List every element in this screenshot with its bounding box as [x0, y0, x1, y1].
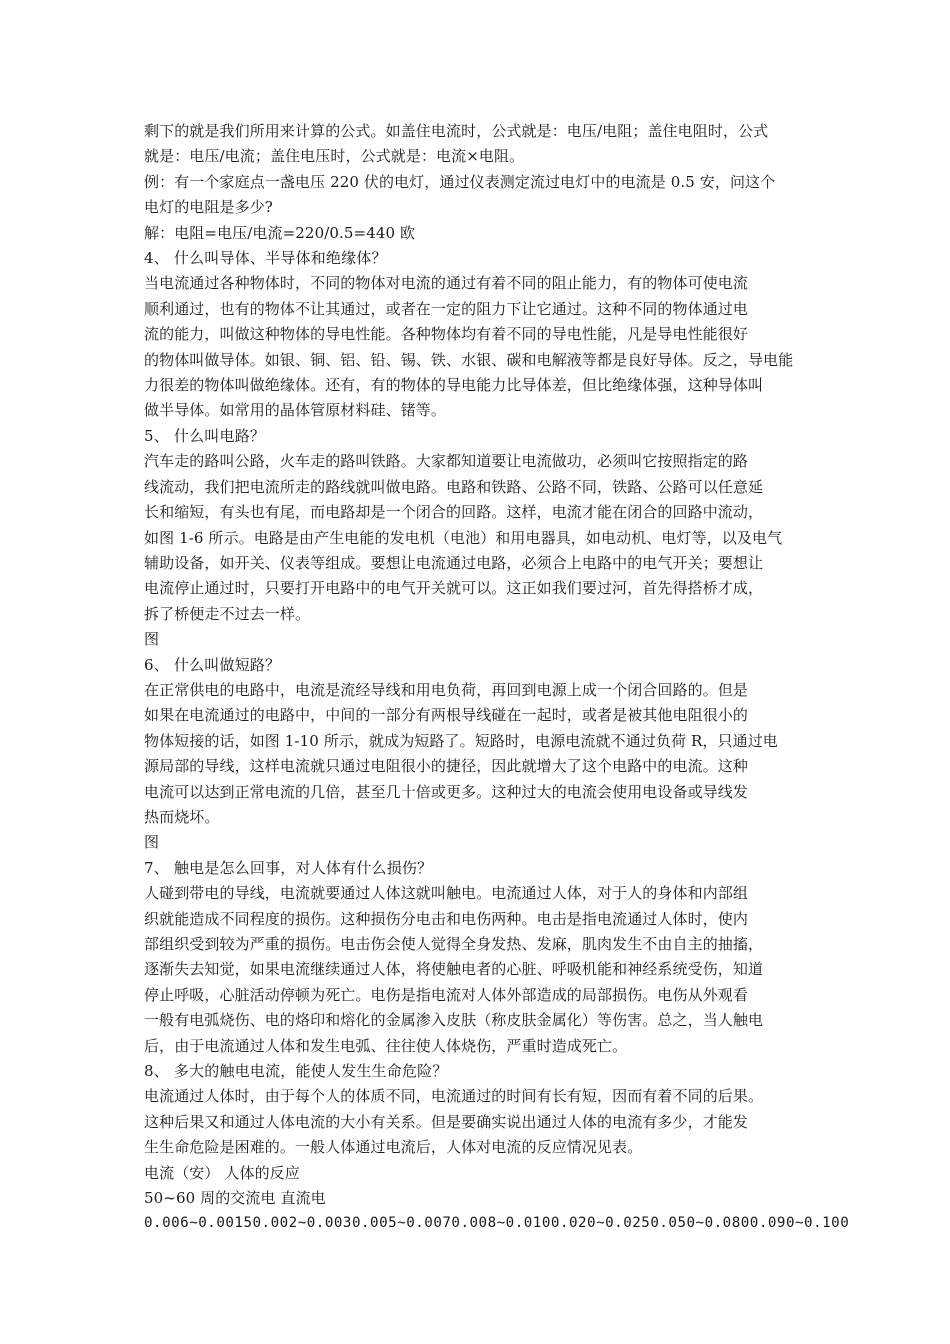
text-line: 力很差的物体叫做绝缘体。还有，有的物体的导电能力比导体差，但比绝缘体强，这种导体叫	[144, 376, 764, 395]
text-line: 汽车走的路叫公路，火车走的路叫铁路。大家都知道要让电流做功，必须叫它按照指定的路	[144, 452, 749, 471]
section-heading: 7、 触电是怎么回事，对人体有什么损伤？	[144, 858, 433, 877]
text-line: 线流动，我们把电流所走的路线就叫做电路。电路和铁路、公路不同，铁路、公路可以任意延	[144, 477, 764, 496]
text-line: 做半导体。如常用的晶体管原材料硅、锗等。	[144, 401, 447, 420]
text-line: 人碰到带电的导线，电流就要通过人体这就叫触电。电流通过人体，对于人的身体和内部组	[144, 884, 749, 903]
text-line: 电灯的电阻是多少?	[144, 198, 273, 217]
text-line: 电流停止通过时，只要打开电路中的电气开关就可以。这正如我们要过河，首先得搭桥才成，	[144, 579, 764, 598]
text-line: 解：电阻=电压/电流=220/0.5=440 欧	[144, 223, 416, 242]
document-page	[144, 119, 850, 1237]
text-line: 部组织受到较为严重的损伤。电击伤会使人觉得全身发热、发麻，肌肉发生不由自主的抽搐，	[144, 935, 764, 953]
text-line: 热而烧坏。	[144, 807, 220, 826]
text-line: 电流可以达到正常电流的几倍，甚至几十倍或更多。这种过大的电流会使用电设备或导线发	[144, 782, 749, 801]
text-line: 剩下的就是我们所用来计算的公式。如盖住电流时，公式就是：电压/电阻；盖住电阻时，公式	[144, 122, 769, 140]
text-line: 就是：电压/电流；盖住电压时，公式就是：电流×电阻。	[144, 147, 525, 166]
text-line: 一般有电弧烧伤、电的烙印和熔化的金属渗入皮肤（称皮肤金属化）等伤害。总之，当人触电	[144, 1011, 764, 1030]
text-line: 流的能力，叫做这种物体的导电性能。各种物体均有着不同的导电性能，凡是导电性能很好	[144, 325, 749, 344]
section-heading: 4、 什么叫导体、半导体和绝缘体？	[144, 249, 387, 268]
text-line: 停止呼吸，心脏活动停顿为死亡。电伤是指电流对人体外部造成的局部损伤。电伤从外观看	[144, 985, 749, 1004]
text-line: 顺利通过，也有的物体不让其通过，或者在一定的阻力下让它通过。这种不同的物体通过电	[144, 299, 749, 318]
text-line: 源局部的导线，这样电流就只通过电阻很小的捷径，因此就增大了这个电路中的电流。这种	[144, 757, 749, 776]
table-values-row: 0.006~0.00150.002~0.0030.005~0.0070.008~0.0100.020~0.0250.050~0.0800.090~0.100	[144, 1215, 850, 1232]
text-line: 当电流通过各种物体时，不同的物体对电流的通过有着不同的阻止能力，有的物体可使电流	[144, 274, 749, 293]
figure-placeholder: 图	[144, 833, 160, 852]
text-line: 拆了桥便走不过去一样。	[144, 604, 311, 623]
figure-placeholder: 图	[144, 630, 160, 649]
text-line: 物体短接的话，如图 1-10 所示，就成为短路了。短路时，电源电流就不通过负荷 R，只通过电	[144, 731, 778, 750]
text-line: 这种后果又和通过人体电流的大小有关系。但是要确实说出通过人体的电流有多少，才能发	[144, 1112, 749, 1131]
text-line: 如果在电流通过的电路中，中间的一部分有两根导线碰在一起时，或者是被其他电阻很小的	[144, 706, 749, 725]
text-line: 电流通过人体时，由于每个人的体质不同，电流通过的时间有长有短，因而有着不同的后果。	[144, 1087, 764, 1106]
text-line: 辅助设备，如开关、仪表等组成。要想让电流通过电路，必须合上电路中的电气开关；要想让	[144, 553, 764, 572]
section-heading: 6、 什么叫做短路？	[144, 655, 281, 674]
table-header-row: 电流（安） 人体的反应	[144, 1163, 300, 1182]
text-line: 后，由于电流通过人体和发生电弧、往往使人体烧伤，严重时造成死亡。	[144, 1036, 628, 1055]
text-line: 织就能造成不同程度的损伤。这种损伤分电击和电伤两种。电击是指电流通过人体时，使内	[144, 909, 749, 928]
section-heading: 8、 多大的触电电流，能使人发生生命危险？	[144, 1062, 448, 1081]
text-line: 的物体叫做导体。如银、铜、铝、铅、锡、铁、水银、碳和电解液等都是良好导体。反之，导电能	[144, 350, 794, 369]
section-heading: 5、 什么叫电路？	[144, 426, 266, 445]
text-line: 长和缩短，有头也有尾，而电路却是一个闭合的回路。这样，电流才能在闭合的回路中流动，	[144, 503, 764, 522]
text-line: 例：有一个家庭点一盏电压 220 伏的电灯，通过仪表测定流过电灯中的电流是 0.5 安，问这个	[144, 172, 776, 191]
table-subheader-row: 50~60 周的交流电 直流电	[144, 1189, 326, 1208]
text-line: 在正常供电的电路中，电流是流经导线和用电负荷，再回到电源上成一个闭合回路的。但是	[144, 680, 749, 699]
text-line: 如图 1-6 所示。电路是由产生电能的发电机（电池）和用电器具，如电动机、电灯等，以及电气	[144, 528, 783, 547]
text-line: 生生命危险是困难的。一般人体通过电流后，人体对电流的反应情况见表。	[144, 1138, 643, 1157]
text-line: 逐渐失去知觉，如果电流继续通过人体，将使触电者的心脏、呼吸机能和神经系统受伤，知道	[144, 960, 764, 979]
